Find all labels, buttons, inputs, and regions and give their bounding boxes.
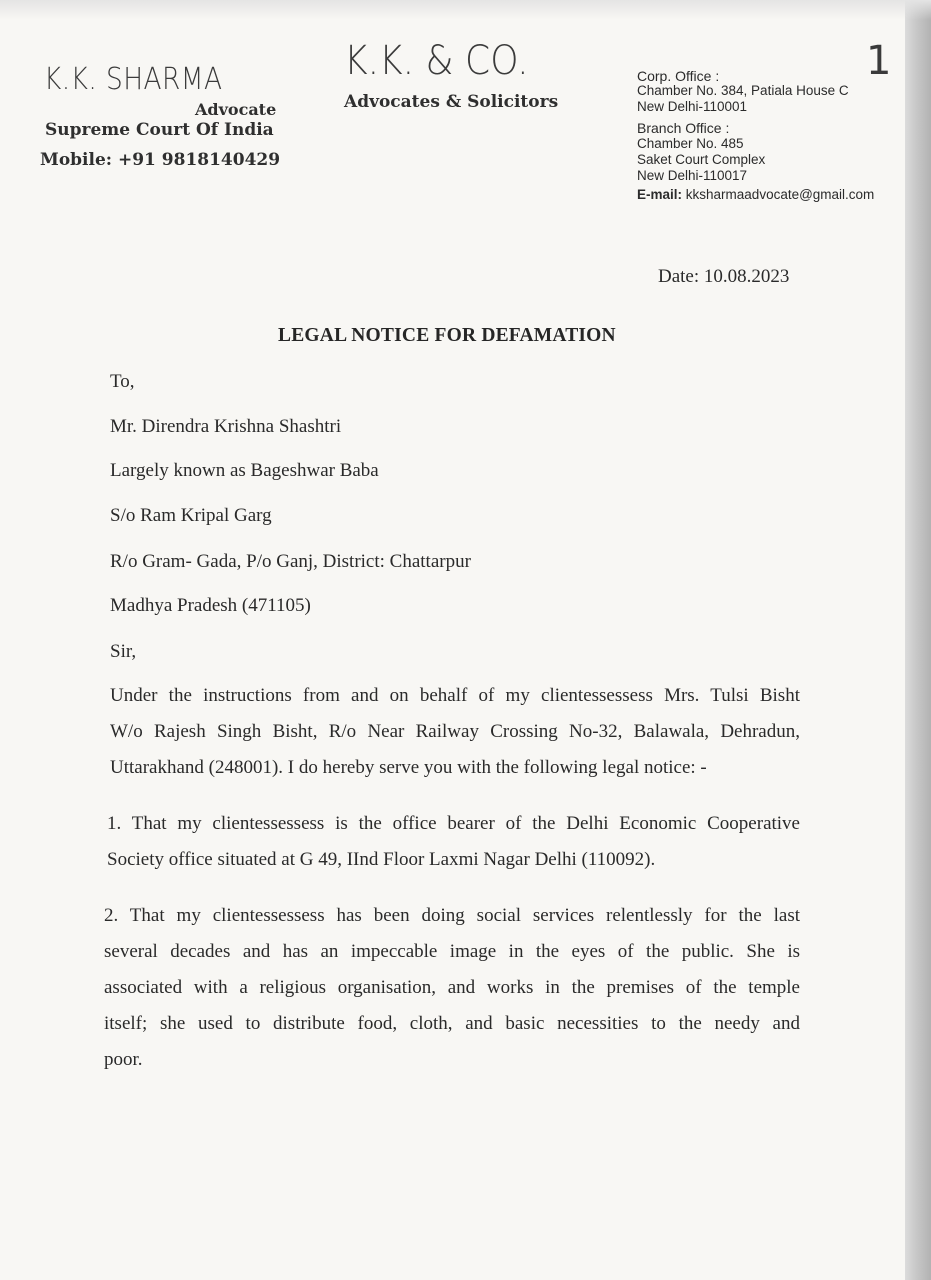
intro-paragraph	[110, 678, 800, 786]
branch-office-label: Branch Office :	[637, 120, 730, 136]
salutation: Sir,	[110, 641, 137, 662]
notice-title: LEGAL NOTICE FOR DEFAMATION	[278, 325, 616, 346]
page-edge-shadow	[905, 0, 931, 1280]
firm-name: K.K. & CO.	[344, 38, 529, 84]
page-number: 1	[866, 38, 892, 84]
corp-office-line: New Delhi-110001	[637, 99, 748, 114]
corp-office-line: Chamber No. 384, Patiala House C	[637, 83, 849, 98]
paragraph-line: associated with a religious organisation, and works in the premises of the temple	[104, 977, 800, 998]
paragraph-line: 2. That my clientessessess has been doing social services relentlessly for the last	[104, 905, 800, 926]
branch-office-line: Saket Court Complex	[637, 152, 766, 167]
email-line	[637, 187, 874, 202]
paragraph-line: itself; she used to distribute food, cloth, and basic necessities to the needy and	[104, 1013, 800, 1034]
firm-subtitle: Advocates & Solicitors	[344, 92, 559, 112]
paragraph-line: W/o Rajesh Singh Bisht, R/o Near Railway Crossing No-32, Balawala, Dehradun,	[110, 721, 800, 742]
paragraph-line: Under the instructions from and on behalf of my clientessessess Mrs. Tulsi Bisht	[110, 685, 800, 706]
paragraph-line: Uttarakhand (248001). I do hereby serve you with the following legal notice: -	[110, 757, 707, 778]
corp-office-label: Corp. Office :	[637, 68, 720, 84]
recipient-state: Madhya Pradesh (471105)	[110, 595, 311, 616]
email-address: kksharmaadvocate@gmail.com	[685, 187, 875, 202]
recipient-to: To,	[110, 371, 135, 392]
email-label: E-mail:	[637, 187, 683, 202]
advocate-name: K.K. SHARMA	[44, 62, 223, 97]
advocate-role: Advocate	[195, 100, 277, 119]
point-1-paragraph	[107, 806, 800, 878]
recipient-residence: R/o Gram- Gada, P/o Ganj, District: Chattarpur	[110, 551, 471, 572]
advocate-court: Supreme Court Of India	[45, 120, 274, 140]
top-shadow	[0, 0, 931, 20]
recipient-name: Mr. Direndra Krishna Shashtri	[110, 416, 342, 437]
paragraph-line: 1. That my clientessessess is the office bearer of the Delhi Economic Cooperative	[107, 813, 800, 834]
branch-office-line: New Delhi-110017	[637, 168, 748, 183]
recipient-aka: Largely known as Bageshwar Baba	[110, 460, 379, 481]
branch-office-line: Chamber No. 485	[637, 136, 744, 151]
notice-date: Date: 10.08.2023	[658, 266, 790, 287]
point-2-paragraph	[104, 898, 800, 1078]
advocate-mobile: Mobile: +91 9818140429	[40, 150, 281, 170]
paragraph-line: poor.	[104, 1049, 143, 1070]
paragraph-line: several decades and has an impeccable image in the eyes of the public. She is	[104, 941, 800, 962]
recipient-father: S/o Ram Kripal Garg	[110, 505, 272, 526]
paragraph-line: Society office situated at G 49, IInd Floor Laxmi Nagar Delhi (110092).	[107, 849, 656, 870]
